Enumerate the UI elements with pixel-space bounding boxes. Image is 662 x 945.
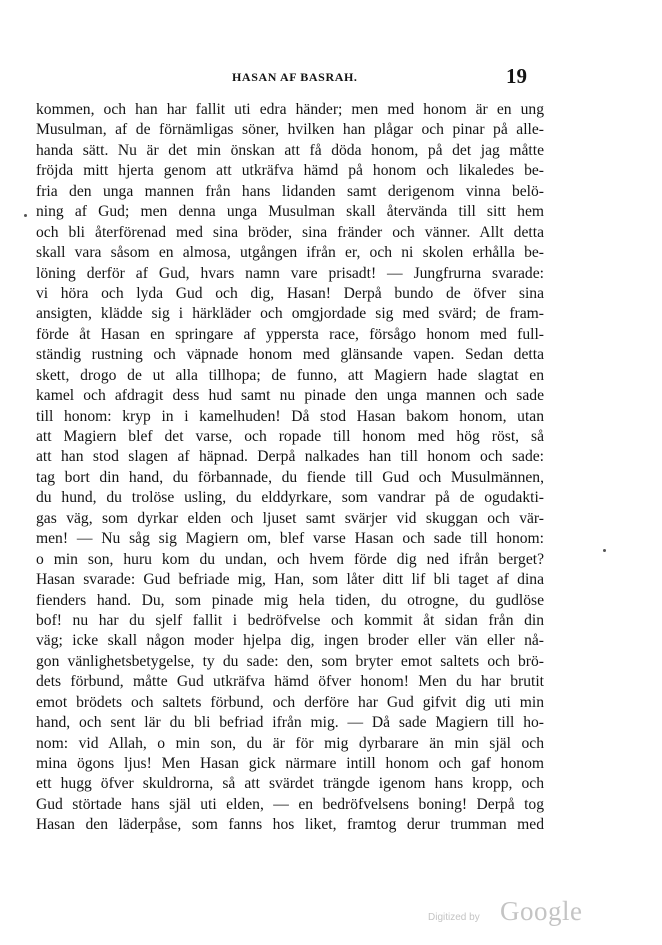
text-line: Musulman, af de förnämligas söner, hvilken han plågar och pinar på alle- xyxy=(36,121,544,139)
google-logo: Google xyxy=(500,896,583,926)
margin-speck-right xyxy=(603,549,606,552)
text-line: hand, och sent lär du bli befriad ifrån mig. — Då sade Magiern till ho- xyxy=(36,714,544,732)
running-head xyxy=(0,66,662,90)
text-line: fienders hand. Du, som pinade mig hela tiden, du otrogne, du gudlöse xyxy=(36,591,544,609)
google-watermark xyxy=(428,896,628,932)
text-line: löning derför af Gud, hvars namn vare prisadt! — Jungfrurna svarade: xyxy=(36,264,544,282)
text-line: skall vara såsom en almosa, utgången ifrån er, och ni skolen erhålla be- xyxy=(36,244,544,262)
text-line: Hasan den läderpåse, som fanns hos liket, framtog derur trumman med xyxy=(36,816,544,834)
text-line: vi höra och lyda Gud och dig, Hasan! Derpå bundo de öfver sina xyxy=(36,284,544,302)
text-line: väg; icke skall någon moder hjelpa dig, ingen broder eller vän eller nå- xyxy=(36,632,544,650)
text-line: dets förbund, måtte Gud utkräfva hämd öfver honom! Men du har brutit xyxy=(36,673,544,691)
text-line: Hasan svarade: Gud befriade mig, Han, som låter ditt lif bli taget af dina xyxy=(36,571,544,589)
text-line: tag bort din hand, du förbannade, du fiende till Gud och Musulmännen, xyxy=(36,468,544,486)
text-line: mina ögons ljus! Men Hasan gick närmare intill honom och gaf honom xyxy=(36,755,544,772)
text-line: gas väg, som dyrkar elden och ljuset samt svärjer vid skuggan och vär- xyxy=(36,509,544,527)
text-line: ning af Gud; men denna unga Musulman skall återvända till sitt hem xyxy=(36,203,544,221)
running-title: HASAN AF BASRAH. xyxy=(232,70,358,84)
text-line: nom: vid Allah, o min son, du är för mig dyrbarare än min själ och xyxy=(36,734,544,752)
text-line: fröjda mitt hjerta genom att utkräfva hämd på honom och likaledes be- xyxy=(36,162,544,180)
text-line: förde åt Hasan en springare af yppersta race, försågo honom med full- xyxy=(36,325,544,343)
text-line: och bli återförenad med sina bröder, sina fränder och vänner. Allt detta xyxy=(36,223,544,241)
text-line: att Magiern blef det varse, och ropade till honom med hög röst, så xyxy=(36,428,544,445)
margin-speck-left xyxy=(24,214,27,217)
text-line: du hund, du trolöse usling, du elddyrkare, som vandrar på de ogudakti- xyxy=(36,489,544,507)
watermark-prefix: Digitized by xyxy=(428,912,480,923)
text-line: kommen, och han har fallit uti edra händer; men med honom är en ung xyxy=(36,101,544,118)
text-line: ständig rustning och väpnade honom med glänsande vapen. Sedan detta xyxy=(36,346,544,364)
text-line: gon vänlighetsbetygelse, ty du sade: den, som bryter emot saltets och brö- xyxy=(36,652,544,670)
text-line: ett hugg öfver skuldrorna, så att svärdet trängde igenom hans kropp, och xyxy=(36,775,544,793)
body-text xyxy=(36,100,544,836)
text-line: bof! nu har du sjelf fallit i bedröfvelse och kommit åt sidan från din xyxy=(36,611,544,629)
text-line: emot brödets och saltets förbund, och derföre har Gud gifvit dig uti min xyxy=(36,693,544,711)
text-line: fria den unga mannen från hans lidanden samt derigenom vinna belö- xyxy=(36,182,544,200)
text-line: att han stod slagen af häpnad. Derpå nalkades han till honom och sade: xyxy=(36,448,544,466)
text-line: Gud störtade hans själ uti elden, — en bedröfvelsens boning! Derpå tog xyxy=(36,795,544,813)
text-line: men! — Nu såg sig Magiern om, blef varse Hasan och sade till honom: xyxy=(36,530,544,548)
text-line: kamel och afdragit dess hud samt nu pinade den unga mannen och sade xyxy=(36,387,544,405)
text-line: till honom: kryp in i kamelhuden! Då stod Hasan bakom honom, utan xyxy=(36,407,544,425)
page-number: 19 xyxy=(506,64,527,88)
text-line: ansigten, klädde sig i härkläder och omgjordade sig med svärd; de fram- xyxy=(36,305,544,323)
text-line: handa sätt. Nu är det min önskan att få döda honom, på det jag måtte xyxy=(36,141,544,159)
text-line: skett, drogo de ut alla tillhopa; de funno, att Magiern hade slagtat en xyxy=(36,366,544,384)
text-line: o min son, huru kom du undan, och hvem förde dig ned ifrån berget? xyxy=(36,550,544,568)
